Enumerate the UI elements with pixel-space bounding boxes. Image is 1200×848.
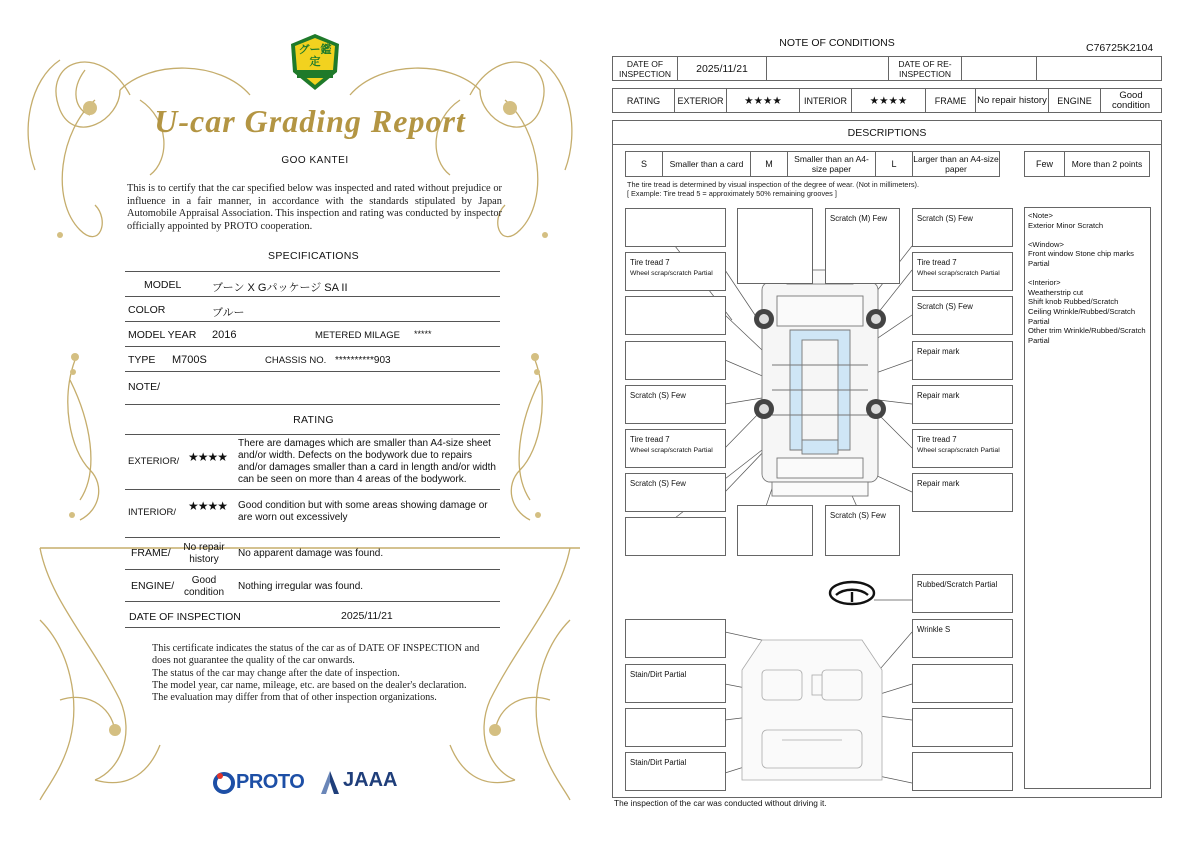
notes-line — [1028, 230, 1147, 240]
box-label: Tire tread 7 — [917, 435, 957, 444]
frame-value: No repair history — [975, 88, 1049, 113]
certificate-disclaimer — [152, 643, 482, 704]
notes-line: <Interior> — [1028, 278, 1061, 288]
legend-few-text: More than 2 points — [1064, 151, 1150, 177]
damage-box — [912, 252, 1013, 291]
engine-value: Good condition — [1100, 88, 1162, 113]
divider — [125, 489, 500, 490]
damage-box — [625, 385, 726, 424]
goo-kantei-label: GOO KANTEI — [281, 155, 349, 166]
box-sublabel: Wheel scrap/scratch Partial — [917, 447, 1000, 454]
damage-box — [912, 619, 1013, 658]
disclaimer-line: This certificate indicates the status of the car as of DATE OF INSPECTION and does not guarantee the quality of the car onwards. — [152, 643, 480, 667]
notes-line: Weatherstrip cut — [1028, 287, 1084, 297]
divider — [125, 569, 500, 570]
badge-text: グー鑑定 — [298, 44, 332, 68]
legend-m-text: Smaller than an A4-size paper — [787, 151, 876, 177]
damage-box — [625, 752, 726, 791]
legend-m: M — [750, 151, 788, 177]
divider — [125, 371, 500, 372]
disclaimer-line: The model year, car name, mileage, etc. are based on the dealer's declaration. — [152, 679, 467, 691]
notes-line: Front window Stone chip marks Partial — [1028, 249, 1134, 268]
box-label: Tire tread 7 — [630, 435, 670, 444]
damage-box — [912, 473, 1013, 512]
rating-label: RATING — [612, 88, 675, 113]
divider — [125, 434, 500, 435]
exterior-description: There are damages which are smaller than A4-size sheet and/or width. Defects on the bodywork due to repairs and/or damages smaller than a card in length and/or width can be seen on more than 4 areas of the bodywork. — [238, 438, 496, 485]
interior-stars: ★★★★ — [188, 499, 228, 513]
proto-logo-text: PROTO — [236, 771, 305, 793]
interior-label: INTERIOR/ — [128, 507, 177, 518]
damage-box — [625, 341, 726, 380]
notes-line: Exterior Minor Scratch — [1028, 220, 1104, 230]
damage-box — [625, 517, 726, 556]
engine-description: Nothing irregular was found. — [238, 581, 364, 592]
sheet-title: NOTE OF CONDITIONS — [779, 37, 895, 49]
divider — [125, 601, 500, 602]
box-label: Wrinkle S — [917, 625, 951, 634]
frame-label: FRAME/ — [131, 547, 171, 559]
interior-description: Good condition but with some areas showing damage or are worn out excessively — [238, 500, 488, 523]
damage-box — [912, 341, 1013, 380]
divider — [125, 404, 500, 405]
jaaa-logo-icon — [319, 770, 341, 796]
damage-box — [625, 208, 726, 247]
legend-l-text: Larger than an A4-size paper — [912, 151, 1000, 177]
frame-value: No repair history — [183, 542, 225, 565]
exterior-label: EXTERIOR/ — [128, 456, 180, 467]
legend-s-text: Smaller than a card — [662, 151, 751, 177]
notes-line: <Note> — [1028, 211, 1053, 220]
damage-box — [625, 296, 726, 335]
chassis-label: CHASSIS NO. — [265, 355, 327, 366]
model-year-label: MODEL YEAR — [128, 329, 197, 341]
box-label: Scratch (S) Few — [917, 302, 973, 311]
box-sublabel: Wheel scrap/scratch Partial — [917, 270, 1000, 277]
box-label: Rubbed/Scratch Partial — [917, 580, 998, 589]
damage-box — [912, 708, 1013, 747]
notes-line — [1028, 269, 1147, 279]
legend-few: Few — [1024, 151, 1065, 177]
damage-box — [912, 385, 1013, 424]
proto-logo-icon — [212, 771, 236, 795]
damage-box — [912, 296, 1013, 335]
damage-box — [625, 708, 726, 747]
specifications-title: SPECIFICATIONS — [268, 250, 359, 262]
sheet-id: C76725K2104 — [1086, 42, 1154, 54]
model-label: MODEL — [144, 279, 182, 291]
box-label: Scratch (S) Few — [917, 214, 973, 223]
damage-box — [825, 505, 900, 556]
box-label: Repair mark — [917, 347, 960, 356]
interior-stars: ★★★★ — [851, 88, 926, 113]
legend-s: S — [625, 151, 663, 177]
damage-box — [625, 664, 726, 703]
exterior-stars: ★★★★ — [726, 88, 800, 113]
box-label: Scratch (M) Few — [830, 214, 888, 223]
notes-line: Shift knob Rubbed/Scratch — [1028, 297, 1119, 307]
damage-box — [912, 208, 1013, 247]
damage-box — [912, 664, 1013, 703]
engine-label: ENGINE/ — [131, 580, 175, 592]
legend-l: L — [875, 151, 913, 177]
type-value: M700S — [172, 354, 207, 366]
disclaimer-line: The status of the car may change after the date of inspection. — [152, 667, 400, 679]
engine-label: ENGINE — [1048, 88, 1101, 113]
color-label: COLOR — [128, 304, 166, 316]
damage-box — [912, 429, 1013, 468]
date-of-inspection-label: DATE OF INSPECTION — [612, 56, 678, 81]
damage-box — [825, 208, 900, 284]
box-label: Stain/Dirt Partial — [630, 758, 687, 767]
tire-tread-example: [ Example: Tire tread 5 = approximately 50% remaining grooves ] — [627, 189, 837, 198]
exterior-label: EXTERIOR — [674, 88, 727, 113]
blank-cell — [1036, 56, 1162, 81]
model-value: ブーン X Gパッケージ SA II — [212, 282, 348, 294]
inspection-note: The inspection of the car was conducted without driving it. — [614, 798, 827, 808]
frame-label: FRAME — [925, 88, 976, 113]
date-of-inspection-value: 2025/11/21 — [677, 56, 767, 81]
damage-box — [737, 505, 813, 556]
metered-milage-value: ***** — [414, 329, 432, 339]
divider — [125, 321, 500, 322]
date-of-inspection-value: 2025/11/21 — [341, 610, 393, 622]
descriptions-title: DESCRIPTIONS — [612, 120, 1162, 145]
note-label: NOTE/ — [128, 381, 161, 393]
damage-box — [912, 752, 1013, 791]
damage-box — [737, 208, 813, 284]
damage-box — [912, 574, 1013, 613]
date-of-inspection-label: DATE OF INSPECTION — [129, 611, 241, 623]
rating-title: RATING — [293, 414, 334, 426]
divider — [125, 537, 500, 538]
report-title: U-car Grading Report — [154, 103, 466, 139]
disclaimer-line: The evaluation may differ from that of other inspection organizations. — [152, 692, 437, 704]
jaaa-logo-text: JAAA — [343, 769, 398, 791]
box-label: Repair mark — [917, 391, 960, 400]
box-sublabel: Wheel scrap/scratch Partial — [630, 270, 713, 277]
divider — [125, 346, 500, 347]
damage-box — [625, 619, 726, 658]
frame-description: No apparent damage was found. — [238, 548, 384, 559]
certification-text: This is to certify that the car specified below was inspected and rated without prejudice or influence in a fair manner, in accordance with the standards stipulated by Japan Automobile Appraisal Association. This inspection and rating was conducted by inspector officially appointed by PROTO cooperation. — [127, 183, 502, 232]
divider — [125, 271, 500, 272]
box-label: Tire tread 7 — [917, 258, 957, 267]
divider — [125, 627, 500, 628]
exterior-stars: ★★★★ — [188, 450, 228, 464]
notes-line: Ceiling Wrinkle/Rubbed/Scratch Partial — [1028, 306, 1136, 326]
interior-label: INTERIOR — [799, 88, 852, 113]
box-label: Scratch (S) Few — [630, 391, 686, 400]
date-of-reinspection-label: DATE OF RE-INSPECTION — [888, 56, 962, 81]
divider — [125, 296, 500, 297]
type-label: TYPE — [128, 354, 156, 366]
tire-tread-note: The tire tread is determined by visual inspection of the degree of wear. (Not in millimeters). — [627, 180, 920, 189]
box-label: Scratch (S) Few — [830, 511, 886, 520]
damage-box — [625, 429, 726, 468]
chassis-value: **********903 — [335, 355, 391, 366]
color-value: ブルー — [212, 307, 245, 319]
box-label: Repair mark — [917, 479, 960, 488]
engine-value: Good condition — [183, 575, 225, 598]
box-sublabel: Wheel scrap/scratch Partial — [630, 447, 713, 454]
metered-milage-label: METERED MILAGE — [315, 330, 400, 341]
box-label: Tire tread 7 — [630, 258, 670, 267]
steering-wheel-icon — [830, 582, 874, 604]
box-label: Scratch (S) Few — [630, 479, 686, 488]
damage-box — [625, 252, 726, 291]
damage-box — [625, 473, 726, 512]
notes-line: Other trim Wrinkle/Rubbed/Scratch Partial — [1028, 326, 1146, 345]
reinspection-value — [961, 56, 1037, 81]
notes-panel — [1024, 207, 1151, 789]
notes-line: <Window> — [1028, 239, 1064, 249]
blank-cell — [766, 56, 889, 81]
box-label: Stain/Dirt Partial — [630, 670, 687, 679]
model-year-value: 2016 — [212, 329, 237, 341]
